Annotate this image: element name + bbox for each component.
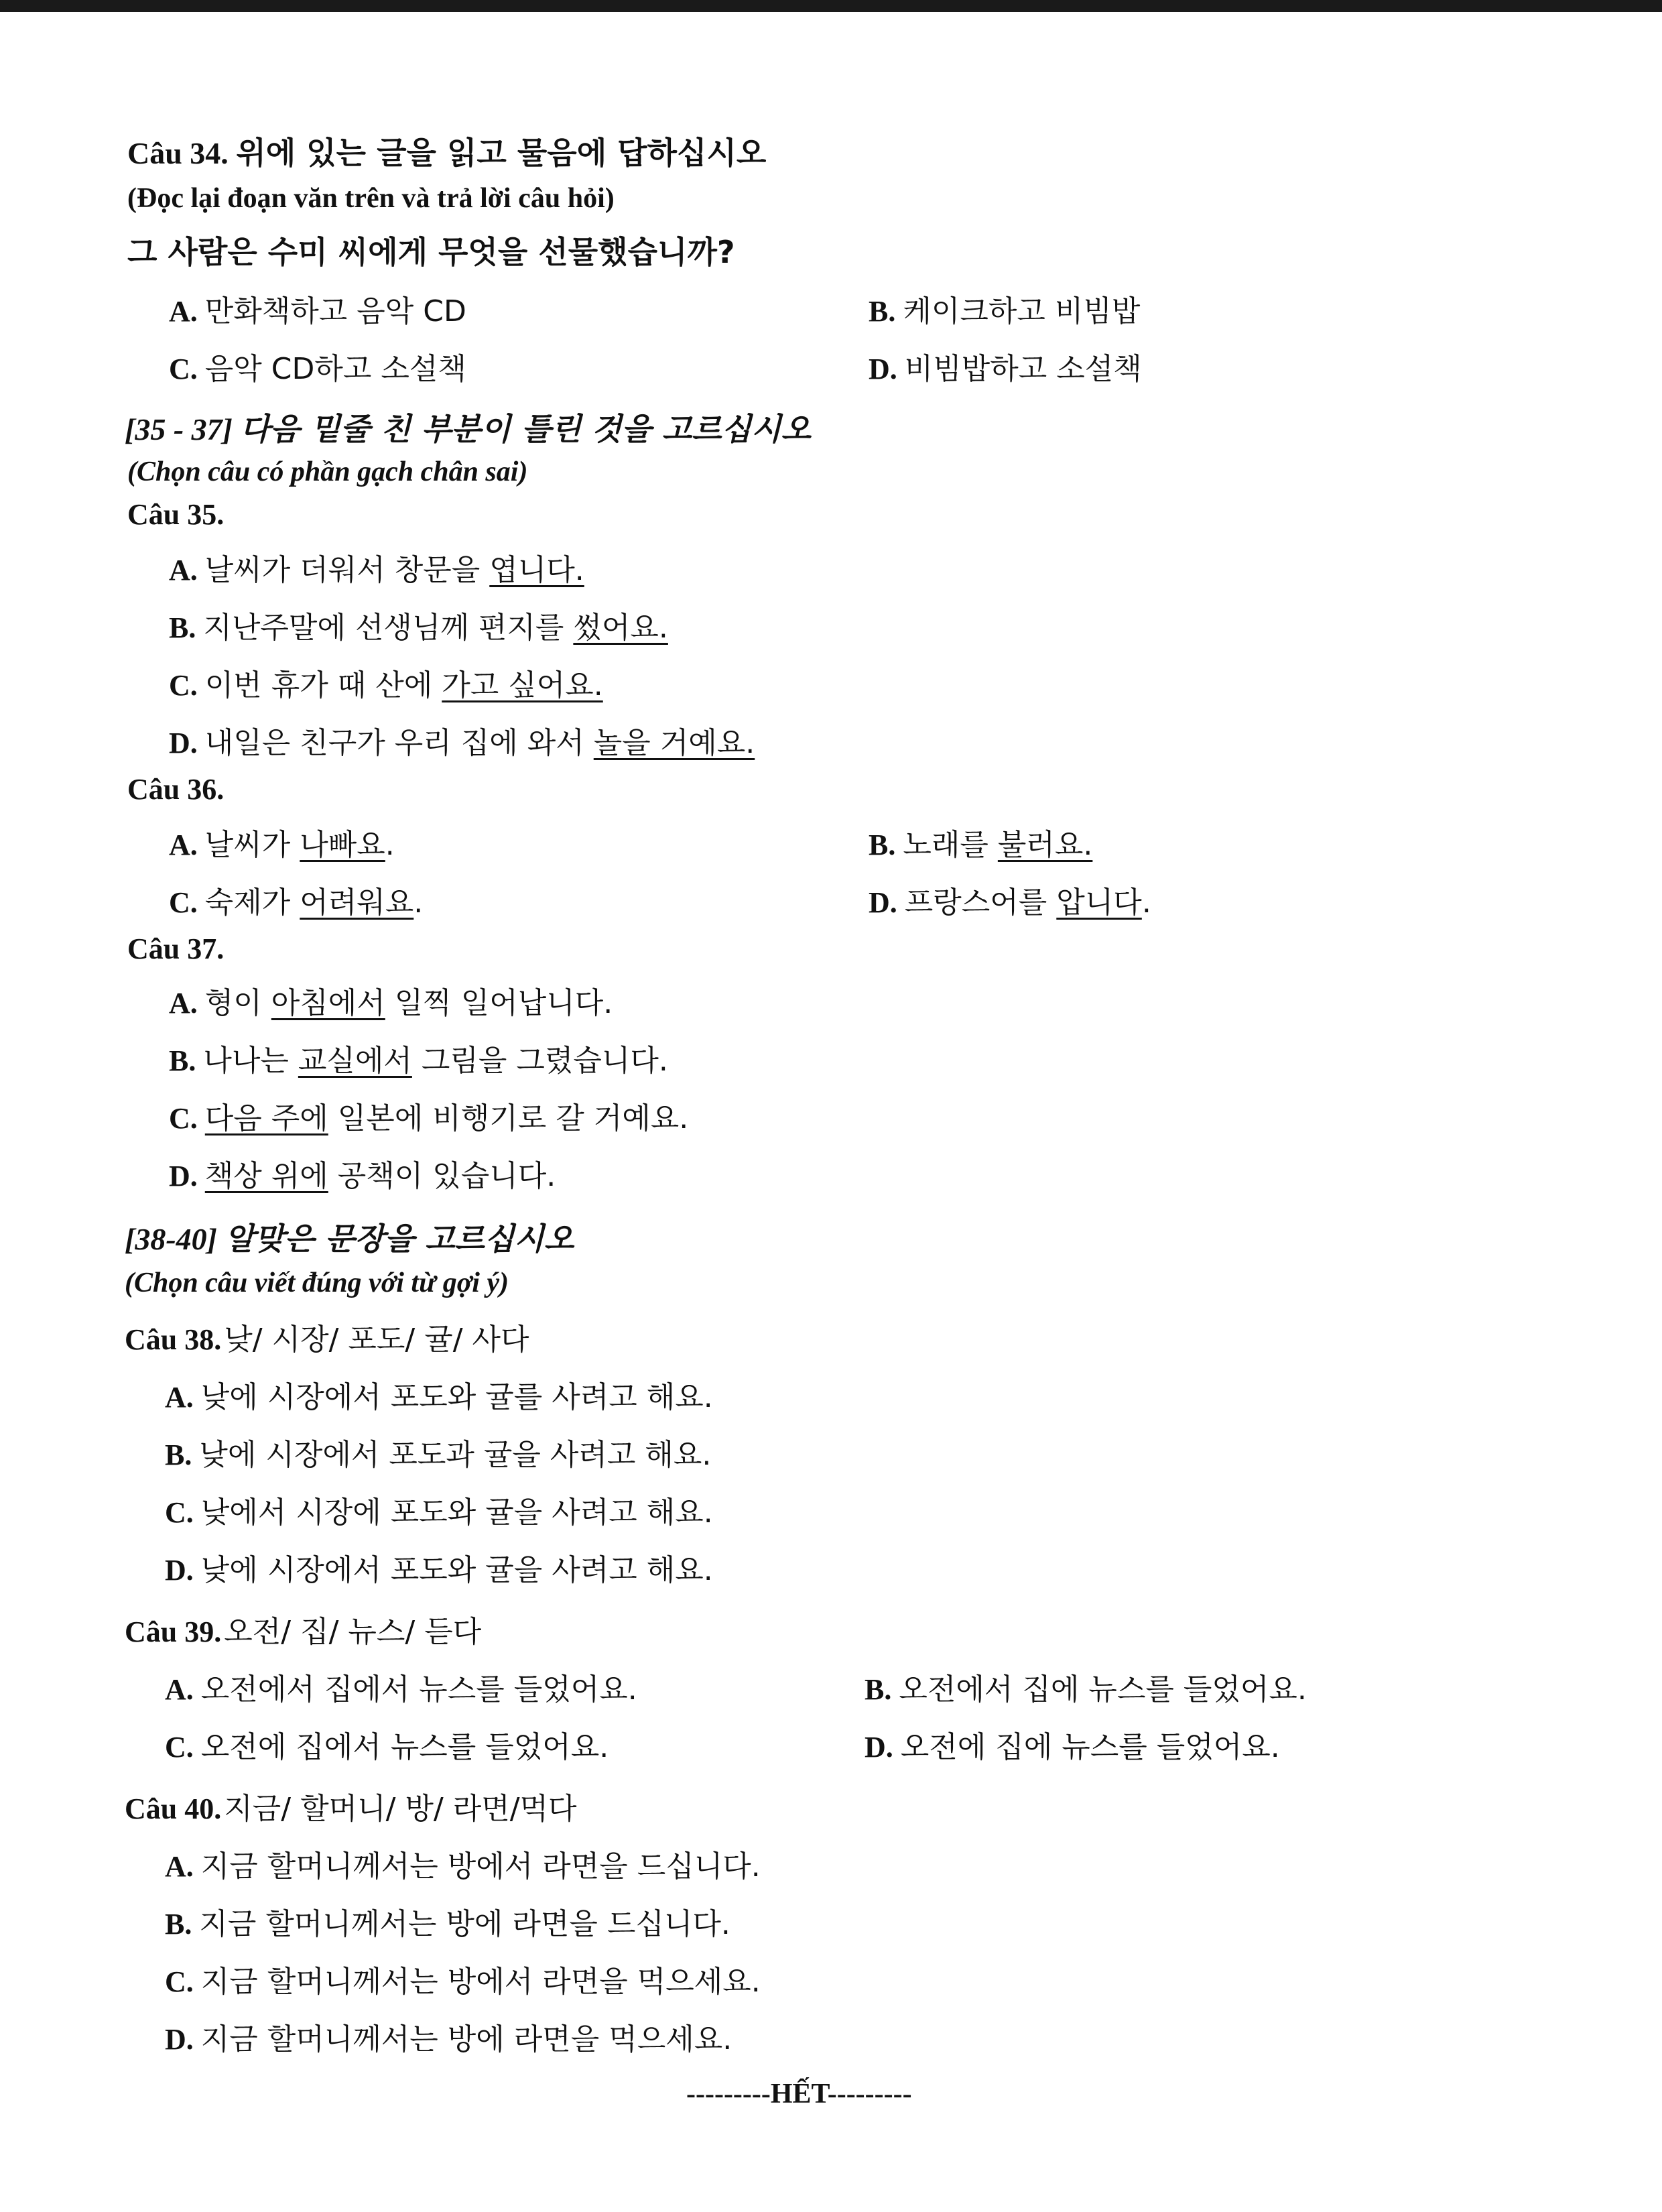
- q36-label: Câu 36.: [127, 773, 225, 806]
- option-text: 오전에서 집에 뉴스를 들었어요.: [899, 1672, 1307, 1707]
- option-letter: C.: [169, 669, 198, 702]
- option-letter: D.: [169, 1160, 198, 1192]
- q34-title: 위에 있는 글을 읽고 물음에 답하십시오: [236, 135, 767, 171]
- q36-option-a[interactable]: [169, 820, 395, 863]
- underlined-part: 어려워요: [300, 885, 414, 920]
- option-letter: A.: [165, 1850, 194, 1883]
- option-letter: A.: [169, 828, 198, 861]
- q39-cue: 오전/ 집/ 뉴스/ 듣다: [224, 1615, 482, 1649]
- option-text: 지금 할머니께서는 방에 라면을 드십니다.: [199, 1907, 730, 1941]
- q40-cue: 지금/ 할머니/ 방/ 라면/먹다: [224, 1792, 577, 1826]
- q40-option-c[interactable]: [165, 1957, 761, 2000]
- option-letter: B.: [165, 1438, 192, 1471]
- option-letter: A.: [169, 295, 198, 328]
- q39-option-c[interactable]: [165, 1723, 609, 1766]
- option-letter: D.: [865, 1731, 893, 1764]
- underlined-part: 놀을 거예요.: [593, 726, 755, 760]
- section-38-40-subtitle: (Chọn câu viết đúng với từ gợi ý): [125, 1268, 509, 1298]
- q34-subtitle: (Đọc lại đoạn văn trên và trả lời câu hỏi): [127, 183, 615, 214]
- option-letter: D.: [869, 886, 897, 919]
- q34-heading: [127, 129, 766, 173]
- q40-option-a[interactable]: [165, 1842, 761, 1885]
- q38-option-b[interactable]: [165, 1430, 711, 1473]
- q34-option-b[interactable]: [869, 287, 1140, 330]
- option-letter: B.: [869, 828, 896, 861]
- underlined-part: 압니다: [1056, 885, 1142, 920]
- option-letter: D.: [169, 727, 198, 759]
- option-letter: A.: [169, 554, 198, 587]
- option-text-end: .: [413, 885, 424, 920]
- q39-option-d[interactable]: [865, 1723, 1280, 1766]
- option-text-end: 일찍 일어납니다.: [385, 986, 613, 1020]
- option-letter: D.: [869, 353, 897, 385]
- option-text: 낮에 시장에서 포도과 귤을 사려고 해요.: [199, 1438, 712, 1472]
- q40-option-b[interactable]: [165, 1900, 730, 1943]
- underlined-part: 교실에서: [298, 1044, 412, 1078]
- section-38-40-heading: [125, 1215, 574, 1259]
- option-letter: C.: [165, 1965, 194, 1998]
- q35-option-b[interactable]: [169, 603, 668, 646]
- q40-option-d[interactable]: [165, 2015, 732, 2058]
- option-text: 낮에서 시장에 포도와 귤을 사려고 해요.: [200, 1495, 713, 1530]
- option-letter: B.: [865, 1673, 892, 1706]
- option-text: 노래를: [903, 828, 998, 862]
- q35-option-c[interactable]: [169, 661, 603, 704]
- q34-question: 그 사람은 수미 씨에게 무엇을 선물했습니까?: [127, 234, 735, 270]
- underlined-part: 나빠요: [300, 828, 385, 862]
- option-text: 음악 CD하고 소설책: [204, 352, 466, 386]
- section-range: [38-40]: [125, 1222, 217, 1256]
- q39-option-b[interactable]: [865, 1665, 1307, 1708]
- option-letter: C.: [169, 886, 198, 919]
- option-text: 지금 할머니께서는 방에서 라면을 드십니다.: [200, 1849, 761, 1884]
- option-letter: B.: [169, 611, 196, 644]
- option-letter: D.: [165, 1554, 194, 1587]
- option-text: 이번 휴가 때 산에: [204, 668, 442, 702]
- option-text: 오전에 집에 뉴스를 들었어요.: [900, 1730, 1280, 1764]
- option-text: 낮에 시장에서 포도와 귤을 사려고 해요.: [200, 1553, 713, 1587]
- q34-option-c[interactable]: [169, 345, 466, 387]
- option-text-end: .: [385, 828, 395, 862]
- q39-option-a[interactable]: [165, 1665, 637, 1708]
- option-text-end: 공책이 있습니다.: [328, 1159, 556, 1193]
- q38-option-c[interactable]: [165, 1488, 713, 1531]
- q39-heading: [125, 1607, 481, 1650]
- q36-option-b[interactable]: [869, 820, 1092, 863]
- q34-label: Câu 34.: [127, 136, 229, 170]
- option-text: 형이: [204, 986, 271, 1020]
- q36-option-d[interactable]: [869, 878, 1151, 921]
- q35-option-a[interactable]: [169, 546, 584, 589]
- option-letter: B.: [869, 295, 896, 328]
- q40-heading: [125, 1784, 577, 1827]
- q40-label: Câu 40.: [125, 1792, 222, 1825]
- q39-label: Câu 39.: [125, 1615, 222, 1648]
- underlined-part: 책상 위에: [204, 1159, 328, 1193]
- q38-option-d[interactable]: [165, 1546, 713, 1589]
- section-35-37-heading: [125, 405, 811, 449]
- option-text: 오전에 집에서 뉴스를 들었어요.: [200, 1730, 609, 1764]
- q38-heading: [125, 1315, 529, 1358]
- option-text: 날씨가: [204, 828, 300, 862]
- q37-option-b[interactable]: [169, 1036, 668, 1079]
- option-text: 케이크하고 비빔밥: [903, 294, 1141, 328]
- underlined-part: 다음 주에: [204, 1101, 328, 1135]
- option-letter: C.: [165, 1496, 194, 1529]
- option-text: 비빔밥하고 소설책: [904, 352, 1142, 386]
- option-text: 낮에 시장에서 포도와 귤를 사려고 해요.: [200, 1380, 713, 1414]
- option-text: 지금 할머니께서는 방에서 라면을 먹으세요.: [200, 1965, 761, 1999]
- option-text: 지금 할머니께서는 방에 라면을 먹으세요.: [200, 2022, 732, 2056]
- q38-cue: 낮/ 시장/ 포도/ 귤/ 사다: [224, 1323, 529, 1357]
- underlined-part: 썼어요.: [573, 611, 668, 645]
- option-letter: D.: [165, 2023, 194, 2056]
- q35-option-d[interactable]: [169, 719, 755, 761]
- option-letter: C.: [169, 353, 198, 385]
- option-text: 나나는: [203, 1044, 298, 1078]
- option-text-end: 그림을 그렸습니다.: [411, 1044, 668, 1078]
- option-text: 오전에서 집에서 뉴스를 들었어요.: [200, 1672, 637, 1707]
- option-letter: C.: [169, 1102, 198, 1135]
- option-text: 지난주말에 선생님께 편지를: [203, 611, 574, 645]
- q37-label: Câu 37.: [127, 932, 225, 965]
- end-marker: ---------HẾT---------: [686, 2079, 912, 2109]
- option-text-end: .: [1141, 885, 1151, 920]
- q37-option-a[interactable]: [169, 979, 613, 1022]
- option-letter: C.: [165, 1731, 194, 1764]
- option-letter: A.: [165, 1381, 194, 1414]
- option-text: 숙제가: [204, 885, 300, 920]
- option-text: 날씨가 더워서 창문을: [204, 553, 490, 587]
- section-range: [35 - 37]: [125, 412, 233, 446]
- underlined-part: 불러요.: [997, 828, 1093, 862]
- option-text: 만화책하고 음악 CD: [204, 294, 466, 328]
- option-text-end: 일본에 비행기로 갈 거예요.: [328, 1101, 689, 1135]
- q34-option-a[interactable]: [169, 287, 466, 330]
- q34-option-d[interactable]: [869, 345, 1142, 387]
- underlined-part: 가고 싶어요.: [442, 668, 603, 702]
- q38-label: Câu 38.: [125, 1323, 222, 1356]
- q37-option-c[interactable]: [169, 1094, 688, 1137]
- section-35-37-subtitle: (Chọn câu có phần gạch chân sai): [127, 456, 528, 487]
- q38-option-a[interactable]: [165, 1373, 713, 1416]
- underlined-part: 아침에서: [271, 986, 385, 1020]
- option-letter: A.: [169, 987, 198, 1020]
- section-title: 다음 밑줄 친 부분이 틀린 것을 고르십시오: [240, 411, 811, 447]
- underlined-part: 엽니다.: [489, 553, 584, 587]
- q37-option-d[interactable]: [169, 1152, 556, 1194]
- q35-label: Câu 35.: [127, 498, 225, 531]
- option-text: 프랑스어를: [904, 885, 1057, 920]
- option-letter: B.: [169, 1044, 196, 1077]
- option-text: 내일은 친구가 우리 집에 와서: [204, 726, 594, 760]
- option-letter: B.: [165, 1908, 192, 1941]
- q36-option-c[interactable]: [169, 878, 423, 921]
- section-title: 알맞은 문장을 고르십시오: [225, 1221, 574, 1257]
- option-letter: A.: [165, 1673, 194, 1706]
